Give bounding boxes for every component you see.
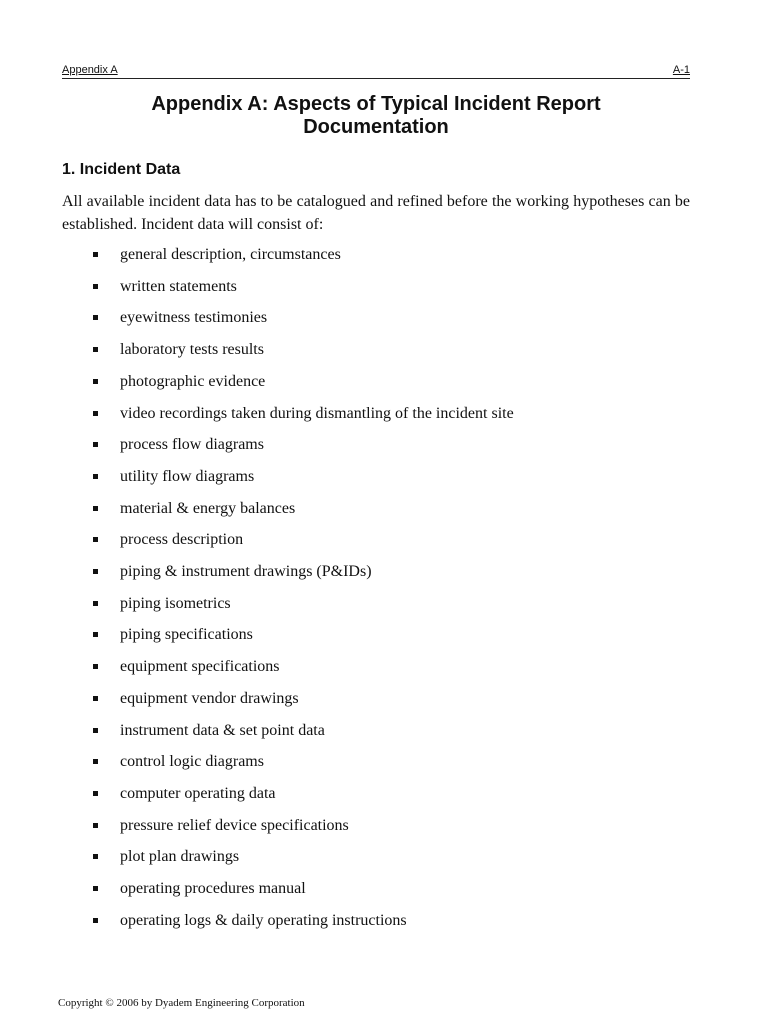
bullet-marker (93, 823, 98, 828)
list-item-text: pressure relief device specifications (120, 817, 349, 834)
bullet-marker (93, 347, 98, 352)
list-item (93, 687, 693, 711)
list-item-text: piping isometrics (120, 595, 231, 612)
list-item-text: laboratory tests results (120, 341, 264, 358)
list-item (93, 719, 693, 743)
list-item-text: video recordings taken during dismantling of the incident site (120, 405, 514, 422)
document-title-line-1: Appendix A: Aspects of Typical Incident Report (151, 93, 601, 115)
header-page-number: A-1 (672, 64, 690, 76)
bullet-marker (93, 442, 98, 447)
bullet-marker (93, 886, 98, 891)
bullet-marker (93, 315, 98, 320)
list-item (93, 528, 693, 552)
list-item (93, 782, 693, 806)
list-item (93, 497, 693, 521)
page-header (62, 63, 690, 79)
list-item-text: process description (120, 531, 244, 548)
list-item-text: equipment specifications (120, 658, 280, 675)
list-item-text: written statements (120, 278, 237, 295)
list-item-text: equipment vendor drawings (120, 690, 299, 707)
list-item-text: control logic diagrams (120, 753, 264, 770)
list-item (93, 275, 693, 299)
bullet-marker (93, 379, 98, 384)
list-item (93, 845, 693, 869)
bullet-marker (93, 759, 98, 764)
list-item-text: operating procedures manual (120, 880, 306, 897)
bullet-marker (93, 696, 98, 701)
list-item-text: material & energy balances (120, 500, 296, 517)
list-item (93, 465, 693, 489)
bullet-marker (93, 791, 98, 796)
bullet-marker (93, 411, 98, 416)
list-item (93, 877, 693, 901)
list-item (93, 370, 693, 394)
list-item-text: utility flow diagrams (120, 468, 255, 485)
section-heading: 1. Incident Data (62, 161, 181, 178)
list-item (93, 814, 693, 838)
list-item (93, 306, 693, 330)
list-item (93, 909, 693, 933)
list-item-text: photographic evidence (120, 373, 266, 390)
bullet-marker (93, 474, 98, 479)
document-title-line-2: Documentation (303, 116, 449, 138)
bullet-marker (93, 664, 98, 669)
list-item (93, 592, 693, 616)
list-item (93, 243, 693, 267)
list-item-text: operating logs & daily operating instructions (120, 912, 407, 929)
bullet-marker (93, 506, 98, 511)
document-title (62, 93, 690, 139)
bullet-marker (93, 284, 98, 289)
list-item (93, 402, 693, 426)
bullet-marker (93, 632, 98, 637)
list-item (93, 433, 693, 457)
list-item (93, 750, 693, 774)
list-item-text: computer operating data (120, 785, 276, 802)
bullet-marker (93, 854, 98, 859)
intro-paragraph: All available incident data has to be catalogued and refined before the working hypotheses can be established. Incident data will consist of: (62, 193, 690, 233)
header-section-label: Appendix A (62, 64, 118, 76)
copyright-footer: Copyright © 2006 by Dyadem Engineering Corporation (58, 997, 305, 1009)
list-item (93, 338, 693, 362)
list-item (93, 623, 693, 647)
list-item-text: process flow diagrams (120, 436, 264, 453)
list-item (93, 655, 693, 679)
bullet-marker (93, 918, 98, 923)
bullet-marker (93, 601, 98, 606)
bullet-marker (93, 569, 98, 574)
list-item-text: general description, circumstances (120, 246, 341, 263)
list-item-text: plot plan drawings (120, 848, 240, 865)
bullet-marker (93, 252, 98, 257)
list-item (93, 560, 693, 584)
bullet-marker (93, 728, 98, 733)
list-item-text: eyewitness testimonies (120, 309, 268, 326)
bullet-marker (93, 537, 98, 542)
list-item-text: piping & instrument drawings (P&IDs) (120, 563, 372, 580)
list-item-text: instrument data & set point data (120, 722, 325, 739)
list-item-text: piping specifications (120, 626, 253, 643)
